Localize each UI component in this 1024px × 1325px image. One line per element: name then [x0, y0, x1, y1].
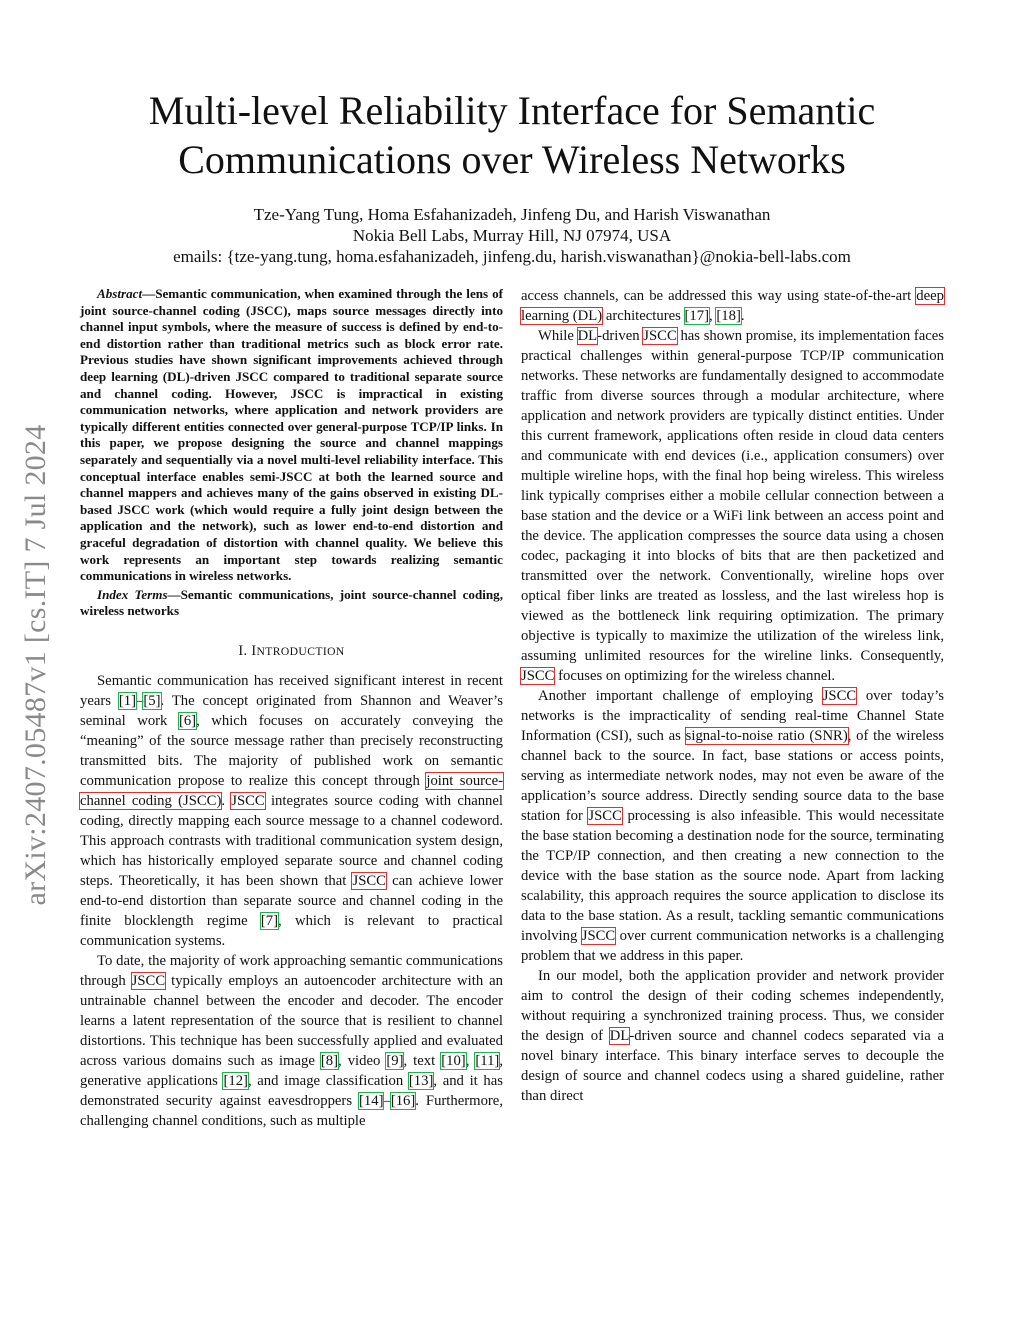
citation-link[interactable]: [1]: [118, 692, 137, 709]
text-run: over current communication networks is a challenging problem that we address in this paper.: [521, 928, 944, 964]
text-run: To date, the majority of work approaching semantic communications through: [80, 952, 503, 989]
text-run: , and image classification: [247, 1072, 409, 1089]
acronym-link[interactable]: JSCC: [822, 688, 857, 704]
section-heading-introduction: [80, 641, 503, 662]
text-run: , text: [403, 1052, 442, 1069]
text-run: , and it has demonstrated security against eavesdroppers: [80, 1072, 503, 1109]
affiliation: Nokia Bell Labs, Murray Hill, NJ 07974, USA: [352, 226, 672, 245]
intro-paragraph-1: [80, 671, 503, 951]
text-run: . The concept originated from Shannon and Weaver’s seminal work: [80, 692, 503, 729]
arxiv-identifier: arXiv:2407.05487v1 [cs.IT] 7 Jul 2024: [19, 424, 52, 906]
citation-link[interactable]: [5]: [143, 692, 161, 709]
index-terms: [80, 587, 503, 620]
acronym-link[interactable]: JSCC: [521, 668, 555, 684]
abstract: [80, 286, 503, 585]
acronym-link[interactable]: deep learning (DL): [521, 288, 944, 324]
intro-paragraph-2: [80, 951, 503, 1131]
text-run: architectures: [602, 308, 685, 324]
text-run: focuses on optimizing for the wireless channel.: [554, 668, 836, 684]
text-run: typically employs an autoencoder architecture with an untrainable channel between the encoder and decoder. The encoder learns a latent representation of the source that is resilient to channel distortions. This technique has been successfully applied and evaluated across various domains such as image: [80, 972, 503, 1069]
acronym-link[interactable]: joint source-channel coding (JSCC): [80, 772, 503, 809]
arxiv-sidebar: [14, 380, 58, 950]
text-run: -driven: [597, 328, 644, 344]
intro-paragraph-5: [521, 966, 944, 1106]
text-run: Semantic communication has received significant interest in recent years: [80, 672, 503, 709]
acronym-link[interactable]: JSCC: [588, 808, 622, 824]
paper-title: [80, 86, 944, 184]
acronym-link[interactable]: JSCC: [643, 328, 677, 344]
citation-link[interactable]: [13]: [408, 1072, 434, 1089]
acronym-link[interactable]: JSCC: [231, 792, 265, 809]
index-terms-text: —Semantic communications, joint source-channel coding, wireless networks: [80, 586, 503, 619]
author-block: [80, 204, 944, 267]
text-run: processing is also infeasible. This would necessitate the base station becoming a destination node for the source, terminating the TCP/IP connection, and then creating a new connection to the device with the base station as the source node. Apart from lacking scalability, this approach requires the source application to disclose its data to the base station. As a result, tackling semantic communications involving: [521, 808, 944, 944]
citation-link[interactable]: [7]: [260, 912, 279, 929]
text-run: .: [221, 792, 232, 809]
acronym-link[interactable]: DL: [609, 1028, 630, 1044]
text-run: . Furthermore, challenging channel conditions, such as multiple: [80, 1092, 503, 1129]
text-run: , which is relevant to practical communication systems.: [80, 912, 503, 949]
acronym-link[interactable]: JSCC: [581, 928, 616, 944]
intro-paragraph-2-continued: [521, 286, 944, 326]
citation-link[interactable]: [14]: [358, 1092, 384, 1109]
text-run: -driven source and channel codecs separated via a novel binary interface. This binary interface serves to decouple the design of source and channel codecs using a shared guideline, rather than direct: [521, 1028, 945, 1104]
citation-link[interactable]: [12]: [223, 1072, 248, 1089]
citation-link[interactable]: [11]: [475, 1052, 500, 1069]
text-run: integrates source coding with channel coding, directly mapping each source message to a channel codeword. This approach contrasts with traditional communication system design, which has historically employed separate source and channel coding steps. Theoretically, it has been shown that: [80, 792, 503, 889]
text-run: .: [740, 308, 745, 324]
text-run: In our model, both the application provider and network provider aim to control the design of their coding schemes independently, without requiring a synchronized training process. Thus, we consider the design of: [521, 968, 944, 1044]
text-run: , video: [338, 1052, 387, 1069]
section-numeral: I. I: [238, 642, 257, 659]
acronym-link[interactable]: JSCC: [352, 872, 386, 889]
intro-paragraph-4: [521, 686, 944, 966]
text-run: can achieve lower end-to-end distortion than separate source and channel coding in the finite blocklength regime: [80, 872, 503, 929]
citation-link[interactable]: [6]: [178, 712, 197, 729]
author-emails: emails: {tze-yang.tung, homa.esfahanizadeh, jinfeng.du, harish.viswanathan}@nokia-bell-labs.com: [173, 247, 851, 266]
section-title-rest: NTRODUCTION: [256, 644, 345, 658]
intro-paragraph-3: [521, 326, 944, 686]
acronym-link[interactable]: JSCC: [131, 972, 166, 989]
text-run: Another important challenge of employing: [538, 688, 823, 704]
author-names: Tze-Yang Tung, Homa Esfahanizadeh, Jinfeng Du, and Harish Viswanathan: [253, 205, 771, 224]
text-run: access channels, can be addressed this way using state-of-the-art: [521, 288, 917, 304]
left-column: [80, 286, 503, 1131]
citation-link[interactable]: [10]: [441, 1052, 466, 1069]
text-run: , generative applications: [80, 1052, 503, 1089]
citation-link[interactable]: [9]: [386, 1052, 404, 1069]
text-run: , which focuses on accurately conveying the “meaning” of the source message rather than precisely reconstructing transmitted bits. The majority of published work on semantic communication propose to realize this concept through: [80, 712, 504, 789]
text-run: While: [538, 328, 578, 344]
acronym-link[interactable]: signal-to-noise ratio (SNR): [685, 728, 848, 744]
citation-link[interactable]: [18]: [716, 308, 741, 324]
text-run: has shown promise, its implementation faces practical challenges within general-purpose TCP/IP communication networks. These networks are fundamentally designed to accommodate traffic from diverse sources through a modular architecture, where application and network providers are typically distinct entities. Under this current framework, applications often reside in cloud data centers and communicate with end devices (i.e., application consumers) over multiple wireline hops, with the final hop being wireless. This wireless link typically comprises either a mobile cellular connection between a base station and the device or a WiFi link between an access point and the device. The application compresses the source data using a chosen codec, packaging it into blocks of bits that are then packetized and transmitted over the network. Conventionally, wireline hops over optical fiber links are treated as lossless, and the last wireless hop is viewed as the bottleneck link requiring optimization. The primary objective is typically to maximize the utilization of the wireless link, assuming unlimited resources for the wireline links. Consequently,: [521, 328, 945, 664]
title-line-1: Multi-level Reliability Interface for Semantic: [148, 88, 876, 133]
index-terms-label: Index Terms: [97, 586, 168, 602]
abstract-label: Abstract: [97, 286, 143, 301]
right-column: [521, 286, 944, 1106]
text-run: ,: [465, 1052, 476, 1069]
citation-link[interactable]: [17]: [684, 308, 710, 324]
text-run: –: [383, 1092, 391, 1109]
text-run: , of the wireless channel back to the source. In fact, base stations or access points, serving as intermediate network nodes, may not even be aware of the application’s source address. Directly sending source data to the base station for: [521, 728, 945, 824]
acronym-link[interactable]: DL: [577, 328, 598, 344]
citation-link[interactable]: [16]: [390, 1092, 416, 1109]
text-run: ,: [709, 308, 717, 324]
title-line-2: Communications over Wireless Networks: [178, 137, 846, 182]
text-run: over today’s networks is the impracticality of sending real-time Channel State Information (CSI), such as: [521, 688, 944, 744]
text-run: –: [136, 692, 144, 709]
abstract-text: —Semantic communication, when examined through the lens of joint source-channel coding (JSCC), maps source messages directly into channel input symbols, where the measure of success is defined by end-to-end distortion rather than traditional metrics such as block error rate. Previous studies have shown significant improvements achieved through deep learning (DL)-driven JSCC compared to traditional separate source and channel coding. However, JSCC is impractical in existing communication networks, where application and network providers are typically different entities connected over general-purpose TCP/IP links. In this paper, we propose designing the source and channel mappings separately and sequentially via a novel multi-level reliability interface. This conceptual interface enables semi-JSCC at both the learned source and channel mappers and achieves many of the gains observed in existing DL-based JSCC work (which would require a fully joint design between the application and the network), such as lower end-to-end distortion and graceful degradation of distortion with channel quality. We believe this work represents an important step towards realizing semantic communications in wireless networks.: [80, 286, 503, 584]
citation-link[interactable]: [8]: [320, 1052, 338, 1069]
